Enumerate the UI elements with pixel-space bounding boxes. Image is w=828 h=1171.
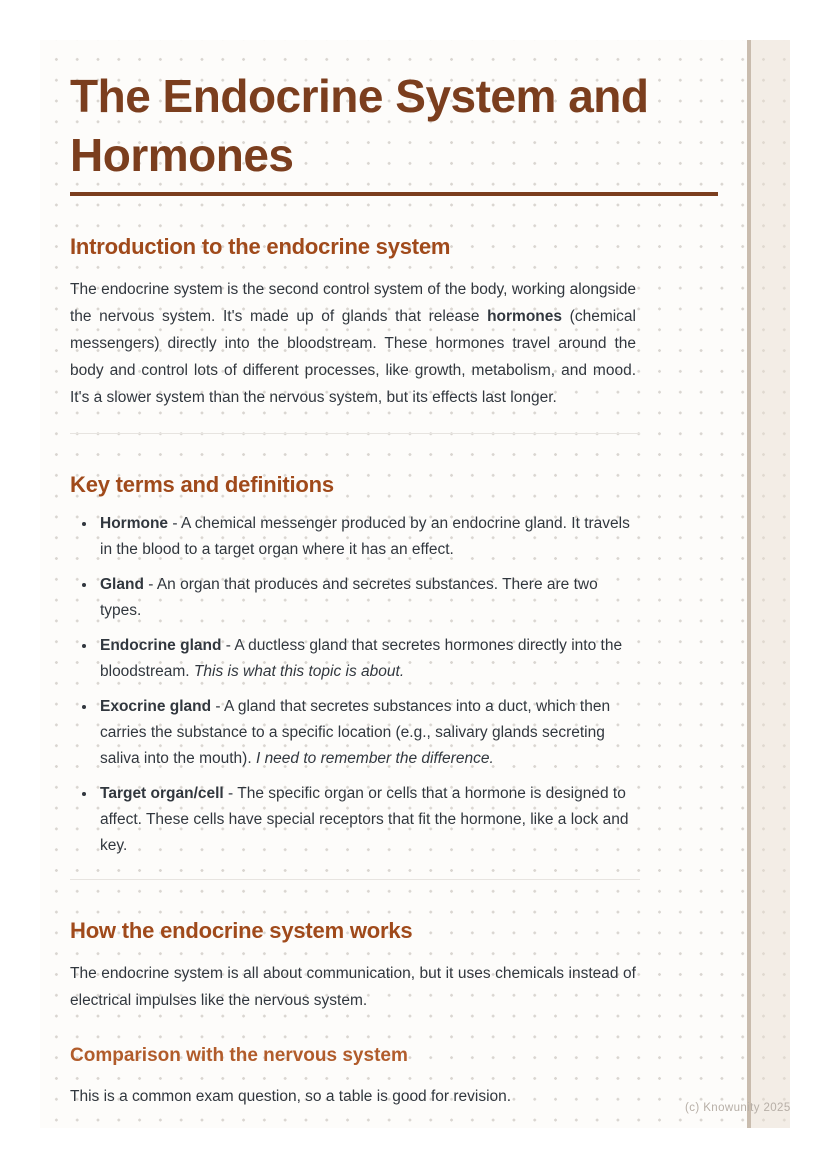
intro-paragraph (70, 276, 636, 411)
section-divider (70, 433, 640, 434)
term-desc: - The specific organ or cells that a hormone is designed to affect. These cells have special receptors that fit the hormone, like a lock and key. (100, 785, 629, 854)
term-desc: - A gland that secretes substances into a duct, which then carries the substance to a specific location (e.g., salivary glands secreting saliva into the mouth). (100, 698, 611, 767)
section-heading-how-it-works: How the endocrine system works (70, 918, 413, 943)
notebook-paper (40, 40, 790, 1128)
section-divider (70, 879, 640, 880)
intro-text-pre: The endocrine system is the second control system of the body, working alongside the nervous system. It's made up of glands that release (70, 281, 636, 325)
list-item (97, 572, 640, 624)
title-underline-rule (70, 192, 718, 196)
list-item (97, 781, 640, 859)
term-name: Endocrine gland (100, 637, 222, 654)
term-note: I need to remember the difference. (255, 750, 494, 767)
term-note: This is what this topic is about. (193, 663, 405, 680)
term-desc: - A ductless gland that secretes hormones directly into the bloodstream. (100, 637, 623, 680)
term-name: Exocrine gland (100, 698, 212, 715)
term-name: Hormone (100, 515, 169, 532)
term-desc: - A chemical messenger produced by an endocrine gland. It travels in the blood to a target organ where it has an effect. (100, 515, 630, 558)
comparison-paragraph: This is a common exam question, so a table is good for revision. (70, 1088, 512, 1105)
copyright-watermark: (c) Knowunity 2025 (685, 1102, 791, 1114)
term-desc: - An organ that produces and secretes substances. There are two types. (100, 576, 598, 619)
page-edge-shade (751, 40, 790, 1128)
term-name: Target organ/cell (100, 785, 224, 802)
list-item (97, 694, 640, 772)
list-item (97, 511, 640, 563)
intro-text-post: (chemical messengers) directly into the bloodstream. These hormones travel around the body and control lots of different processes, like growth, metabolism, and mood. It's a slower system than the nervous system, but its effects last longer. (70, 308, 636, 406)
section-heading-key-terms: Key terms and definitions (70, 472, 334, 497)
section-heading-introduction: Introduction to the endocrine system (70, 234, 451, 259)
sub-heading-comparison: Comparison with the nervous system (70, 1045, 408, 1066)
term-name: Gland (100, 576, 144, 593)
key-terms-list (70, 511, 640, 859)
how-paragraph: The endocrine system is all about communication, but it uses chemicals instead of electrical impulses like the nervous system. (70, 965, 636, 1009)
list-item (97, 633, 640, 685)
document-content (40, 40, 750, 1110)
intro-text-bold: hormones (487, 308, 563, 325)
page-title: The Endocrine System and Hormones (70, 70, 649, 181)
